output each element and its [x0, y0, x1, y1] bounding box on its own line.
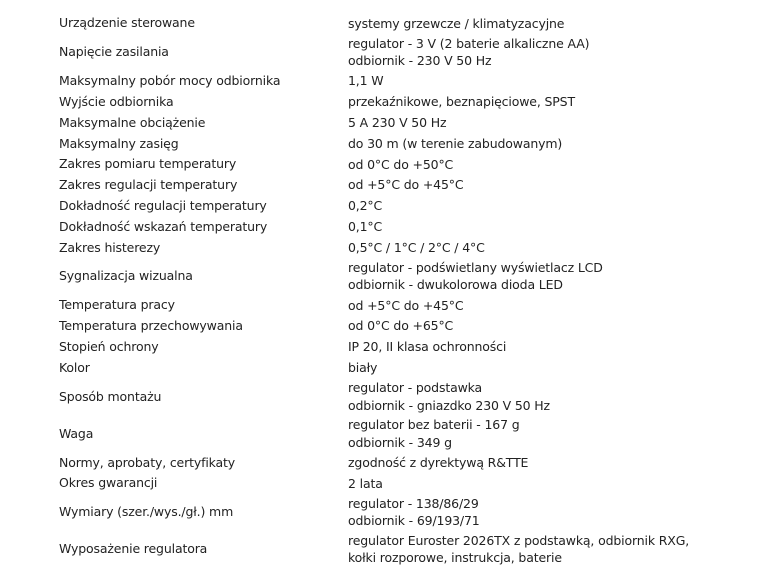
spec-row	[0, 357, 775, 378]
spec-value-line: odbiornik - 349 g	[348, 434, 452, 450]
spec-label: Waga	[59, 425, 94, 441]
spec-row	[0, 378, 775, 415]
spec-value	[348, 239, 775, 257]
spec-label: Temperatura pracy	[59, 297, 175, 313]
spec-label: Sygnalizacja wizualna	[59, 268, 193, 284]
spec-value	[348, 416, 775, 451]
spec-value-line: odbiornik - dwukolorowa dioda LED	[348, 277, 563, 293]
spec-value-line: od +5°C do +45°C	[348, 177, 464, 193]
spec-row	[0, 175, 775, 196]
spec-row	[0, 154, 775, 175]
spec-value	[348, 114, 775, 132]
spec-value	[348, 359, 775, 377]
spec-value	[348, 475, 775, 493]
spec-row	[0, 34, 775, 71]
spec-label: Wyjście odbiornika	[59, 93, 174, 109]
spec-label: Maksymalny zasięg	[59, 135, 179, 151]
spec-value-line: od 0°C do +50°C	[348, 156, 454, 172]
spec-value-line: 5 A 230 V 50 Hz	[348, 115, 447, 131]
spec-value-line: regulator - podświetlany wyświetlacz LCD	[348, 259, 603, 275]
spec-value	[348, 93, 775, 111]
spec-value-line: zgodność z dyrektywą R&TTE	[348, 454, 529, 470]
spec-row	[0, 316, 775, 337]
spec-value-line: biały	[348, 360, 378, 375]
spec-value-line: 0,2°C	[348, 198, 383, 214]
spec-label: Urządzenie sterowane	[59, 15, 195, 31]
spec-label: Dokładność wskazań temperatury	[59, 218, 268, 234]
spec-row	[0, 337, 775, 358]
spec-label: Wyposażenie regulatora	[59, 541, 208, 557]
spec-row	[0, 133, 775, 154]
spec-value-line: regulator bez baterii - 167 g	[348, 417, 520, 433]
spec-value-line: 1,1 W	[348, 73, 384, 89]
spec-value-line: regulator - podstawka	[348, 380, 483, 396]
spec-label: Stopień ochrony	[59, 338, 159, 354]
spec-value-line: systemy grzewcze / klimatyzacyjne	[348, 15, 565, 31]
spec-value-line: 2 lata	[348, 475, 383, 491]
spec-value	[348, 15, 775, 33]
spec-row	[0, 112, 775, 133]
spec-label: Kolor	[59, 359, 90, 375]
spec-value	[348, 197, 775, 215]
spec-label: Zakres histerezy	[59, 239, 161, 255]
spec-row	[0, 258, 775, 295]
spec-value	[348, 259, 775, 294]
spec-label: Okres gwarancji	[59, 475, 158, 491]
spec-value-line: regulator Euroster 2026TX z podstawką, odbiornik RXG,	[348, 532, 690, 548]
spec-row	[0, 494, 775, 531]
spec-value	[348, 454, 775, 472]
spec-value	[348, 135, 775, 153]
spec-value	[348, 379, 775, 414]
spec-value	[348, 176, 775, 194]
spec-row	[0, 473, 775, 494]
spec-value-line: regulator - 138/86/29	[348, 495, 479, 511]
spec-row	[0, 196, 775, 217]
spec-value	[348, 35, 775, 70]
spec-label: Zakres pomiaru temperatury	[59, 156, 237, 172]
spec-value-line: kołki rozporowe, instrukcja, baterie	[348, 550, 562, 566]
spec-row	[0, 531, 775, 568]
spec-row	[0, 415, 775, 452]
spec-label: Normy, aprobaty, certyfikaty	[59, 454, 236, 470]
spec-value-line: odbiornik - 230 V 50 Hz	[348, 53, 492, 69]
spec-value-line: odbiornik - 69/193/71	[348, 513, 480, 529]
spec-label: Maksymalne obciążenie	[59, 114, 206, 130]
spec-label: Wymiary (szer./wys./gł.) mm	[59, 504, 234, 520]
spec-value-line: 0,5°C / 1°C / 2°C / 4°C	[348, 239, 485, 255]
spec-label: Dokładność regulacji temperatury	[59, 197, 267, 213]
spec-row	[0, 92, 775, 113]
spec-value-line: odbiornik - gniazdko 230 V 50 Hz	[348, 397, 550, 413]
spec-label: Maksymalny pobór mocy odbiornika	[59, 73, 281, 89]
spec-row	[0, 237, 775, 258]
spec-value	[348, 218, 775, 236]
spec-value	[348, 532, 775, 567]
spec-row	[0, 295, 775, 316]
spec-value	[348, 317, 775, 335]
spec-value	[348, 156, 775, 174]
spec-label: Zakres regulacji temperatury	[59, 177, 238, 193]
spec-value-line: IP 20, II klasa ochronności	[348, 339, 507, 355]
spec-row	[0, 71, 775, 92]
spec-value-line: przekaźnikowe, beznapięciowe, SPST	[348, 94, 575, 110]
spec-row	[0, 13, 775, 34]
spec-label: Sposób montażu	[59, 388, 162, 404]
spec-value-line: regulator - 3 V (2 baterie alkaliczne AA)	[348, 35, 590, 51]
spec-label: Napięcie zasilania	[59, 44, 169, 60]
spec-value	[348, 495, 775, 530]
spec-value-line: do 30 m (w terenie zabudowanym)	[348, 135, 563, 151]
spec-row	[0, 452, 775, 473]
spec-value	[348, 338, 775, 356]
spec-label: Temperatura przechowywania	[59, 318, 243, 334]
spec-value-line: od 0°C do +65°C	[348, 318, 454, 334]
spec-value-line: 0,1°C	[348, 219, 383, 235]
spec-value-line: od +5°C do +45°C	[348, 297, 464, 313]
spec-value	[348, 297, 775, 315]
spec-row	[0, 216, 775, 237]
spec-value	[348, 72, 775, 90]
